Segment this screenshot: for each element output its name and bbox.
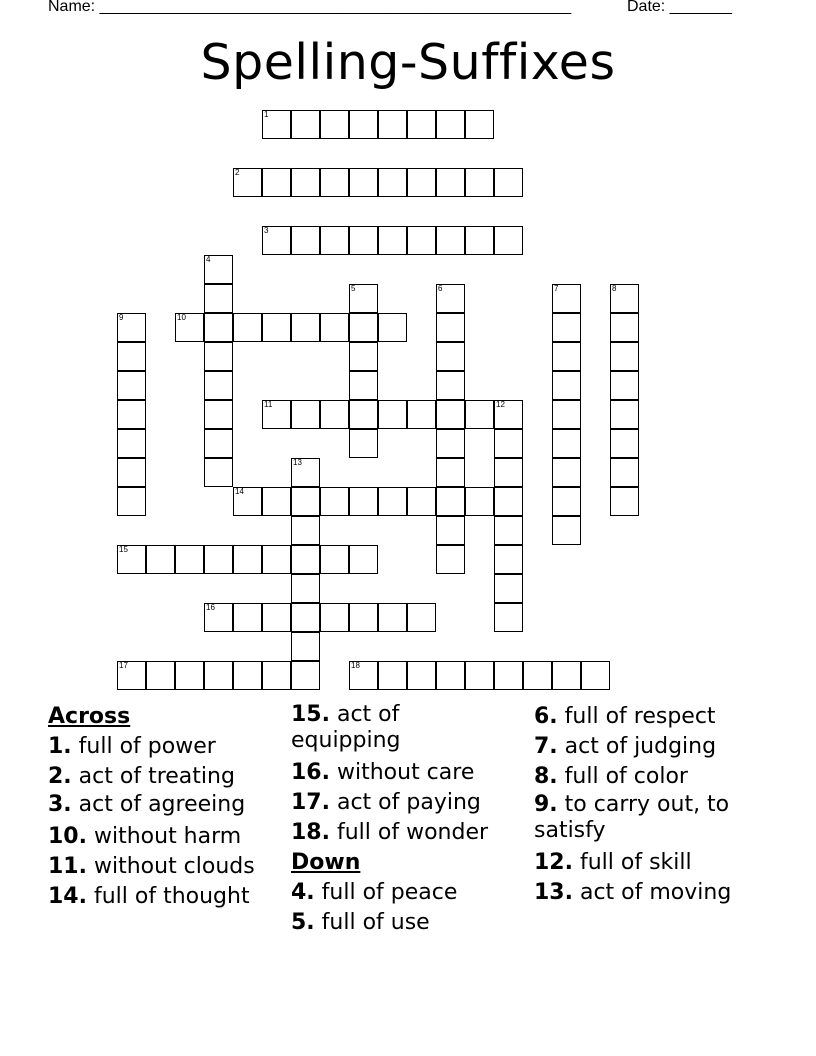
- grid-cell[interactable]: [349, 284, 378, 313]
- clue-down-4: 4. full of peace: [291, 880, 458, 905]
- grid-cell[interactable]: [349, 400, 378, 429]
- grid-cell[interactable]: [349, 168, 378, 197]
- grid-cell[interactable]: [349, 371, 378, 400]
- grid-cell[interactable]: [436, 110, 465, 139]
- grid-cell[interactable]: [320, 400, 349, 429]
- grid-cell[interactable]: [494, 661, 523, 690]
- cell-number: 17: [119, 661, 128, 670]
- clue-across-16: 16. without care: [291, 760, 475, 785]
- grid-cell[interactable]: [291, 516, 320, 545]
- grid-cell[interactable]: [320, 168, 349, 197]
- date-field-label: Date: _______: [627, 0, 732, 15]
- grid-cell[interactable]: [291, 603, 320, 632]
- clue-column-2: [291, 702, 531, 938]
- grid-cell[interactable]: [407, 661, 436, 690]
- grid-cell[interactable]: [262, 545, 291, 574]
- grid-cell[interactable]: [494, 168, 523, 197]
- grid-cell[interactable]: [262, 110, 291, 139]
- grid-cell[interactable]: [494, 545, 523, 574]
- grid-cell[interactable]: [175, 313, 204, 342]
- grid-cell[interactable]: [523, 661, 552, 690]
- grid-cell[interactable]: [349, 429, 378, 458]
- grid-cell[interactable]: [349, 110, 378, 139]
- grid-cell[interactable]: [378, 168, 407, 197]
- grid-cell[interactable]: [117, 400, 146, 429]
- cell-number: 5: [351, 284, 356, 293]
- grid-cell[interactable]: [465, 661, 494, 690]
- grid-cell[interactable]: [146, 661, 175, 690]
- grid-cell[interactable]: [233, 313, 262, 342]
- grid-cell[interactable]: [552, 400, 581, 429]
- grid-cell[interactable]: [262, 487, 291, 516]
- grid-cell[interactable]: [494, 516, 523, 545]
- grid-cell[interactable]: [291, 661, 320, 690]
- clue-across-3: 3. act of agreeing: [48, 792, 246, 817]
- grid-cell[interactable]: [610, 313, 639, 342]
- grid-cell[interactable]: [204, 400, 233, 429]
- clue-down-9: 9. to carry out, to satisfy: [534, 792, 730, 843]
- grid-cell[interactable]: [204, 661, 233, 690]
- clue-down-13: 13. act of moving: [534, 880, 732, 905]
- clue-column-1: [48, 702, 283, 912]
- cell-number: 6: [438, 284, 443, 293]
- grid-cell[interactable]: [349, 342, 378, 371]
- grid-cell[interactable]: [436, 313, 465, 342]
- grid-cell[interactable]: [552, 284, 581, 313]
- grid-cell[interactable]: [117, 371, 146, 400]
- grid-cell[interactable]: [117, 313, 146, 342]
- clue-down-6: 6. full of respect: [534, 704, 716, 729]
- grid-cell[interactable]: [117, 458, 146, 487]
- grid-cell[interactable]: [552, 342, 581, 371]
- grid-cell[interactable]: [436, 661, 465, 690]
- clue-across-2: 2. act of treating: [48, 764, 235, 789]
- grid-cell[interactable]: [349, 603, 378, 632]
- grid-cell[interactable]: [494, 458, 523, 487]
- grid-cell[interactable]: [320, 603, 349, 632]
- cell-number: 7: [554, 284, 559, 293]
- grid-cell[interactable]: [378, 226, 407, 255]
- grid-cell[interactable]: [291, 632, 320, 661]
- grid-cell[interactable]: [407, 168, 436, 197]
- cell-number: 8: [612, 284, 617, 293]
- grid-cell[interactable]: [117, 661, 146, 690]
- grid-cell[interactable]: [204, 545, 233, 574]
- grid-cell[interactable]: [204, 371, 233, 400]
- grid-cell[interactable]: [610, 487, 639, 516]
- grid-cell[interactable]: [233, 603, 262, 632]
- grid-cell[interactable]: [436, 342, 465, 371]
- grid-cell[interactable]: [610, 342, 639, 371]
- across-heading: Across: [48, 704, 131, 729]
- grid-cell[interactable]: [378, 661, 407, 690]
- grid-cell[interactable]: [465, 110, 494, 139]
- grid-cell[interactable]: [436, 400, 465, 429]
- grid-cell[interactable]: [204, 603, 233, 632]
- grid-cell[interactable]: [465, 226, 494, 255]
- cell-number: 14: [235, 487, 244, 496]
- grid-cell[interactable]: [291, 487, 320, 516]
- grid-cell[interactable]: [117, 342, 146, 371]
- grid-cell[interactable]: [204, 429, 233, 458]
- grid-cell[interactable]: [204, 458, 233, 487]
- grid-cell[interactable]: [378, 603, 407, 632]
- clue-column-3: [534, 702, 784, 908]
- grid-cell[interactable]: [320, 313, 349, 342]
- grid-cell[interactable]: [320, 110, 349, 139]
- grid-cell[interactable]: [407, 110, 436, 139]
- grid-cell[interactable]: [291, 574, 320, 603]
- clue-across-17: 17. act of paying: [291, 790, 481, 815]
- grid-cell[interactable]: [610, 400, 639, 429]
- cell-number: 4: [206, 255, 211, 264]
- grid-cell[interactable]: [233, 487, 262, 516]
- page-title: Spelling-Suffixes: [200, 34, 616, 91]
- grid-cell[interactable]: [320, 545, 349, 574]
- grid-cell[interactable]: [291, 545, 320, 574]
- grid-cell[interactable]: [436, 168, 465, 197]
- grid-cell[interactable]: [436, 516, 465, 545]
- grid-cell[interactable]: [320, 226, 349, 255]
- grid-cell[interactable]: [552, 313, 581, 342]
- grid-cell[interactable]: [465, 168, 494, 197]
- clue-across-1: 1. full of power: [48, 734, 216, 759]
- grid-cell[interactable]: [465, 400, 494, 429]
- cell-number: 12: [496, 400, 505, 409]
- grid-cell[interactable]: [291, 458, 320, 487]
- grid-cell[interactable]: [320, 487, 349, 516]
- grid-cell[interactable]: [610, 371, 639, 400]
- grid-cell[interactable]: [494, 603, 523, 632]
- grid-cell[interactable]: [407, 487, 436, 516]
- grid-cell[interactable]: [117, 429, 146, 458]
- cell-number: 13: [293, 458, 302, 467]
- cell-number: 18: [351, 661, 360, 670]
- grid-cell[interactable]: [494, 487, 523, 516]
- clue-down-5: 5. full of use: [291, 910, 430, 935]
- grid-cell[interactable]: [494, 574, 523, 603]
- cell-number: 10: [177, 313, 186, 322]
- grid-cell[interactable]: [204, 342, 233, 371]
- clue-down-7: 7. act of judging: [534, 734, 717, 759]
- grid-cell[interactable]: [175, 661, 204, 690]
- grid-cell[interactable]: [610, 429, 639, 458]
- grid-cell[interactable]: [146, 545, 175, 574]
- grid-cell[interactable]: [291, 110, 320, 139]
- grid-cell[interactable]: [291, 226, 320, 255]
- cell-number: 15: [119, 545, 128, 554]
- grid-cell[interactable]: [262, 168, 291, 197]
- cell-number: 2: [235, 168, 240, 177]
- grid-cell[interactable]: [378, 313, 407, 342]
- cell-number: 9: [119, 313, 124, 322]
- grid-cell[interactable]: [378, 110, 407, 139]
- grid-cell[interactable]: [407, 226, 436, 255]
- name-field-label: Name: _____________________________________________________: [48, 0, 572, 15]
- grid-cell[interactable]: [175, 545, 204, 574]
- grid-cell[interactable]: [436, 226, 465, 255]
- grid-cell[interactable]: [262, 313, 291, 342]
- grid-cell[interactable]: [204, 313, 233, 342]
- grid-cell[interactable]: [291, 168, 320, 197]
- grid-cell[interactable]: [349, 313, 378, 342]
- grid-cell[interactable]: [291, 313, 320, 342]
- grid-cell[interactable]: [494, 400, 523, 429]
- grid-cell[interactable]: [204, 255, 233, 284]
- grid-cell[interactable]: [494, 226, 523, 255]
- grid-cell[interactable]: [552, 661, 581, 690]
- grid-cell[interactable]: [436, 458, 465, 487]
- grid-cell[interactable]: [117, 545, 146, 574]
- grid-cell[interactable]: [291, 400, 320, 429]
- grid-cell[interactable]: [262, 603, 291, 632]
- grid-cell[interactable]: [581, 661, 610, 690]
- grid-cell[interactable]: [494, 429, 523, 458]
- grid-cell[interactable]: [552, 429, 581, 458]
- grid-cell[interactable]: [349, 545, 378, 574]
- cell-number: 1: [264, 110, 269, 119]
- clue-across-10: 10. without harm: [48, 824, 242, 849]
- grid-cell[interactable]: [349, 661, 378, 690]
- clue-across-14: 14. full of thought: [48, 884, 250, 909]
- grid-cell[interactable]: [436, 429, 465, 458]
- clue-down-12: 12. full of skill: [534, 850, 692, 875]
- grid-cell[interactable]: [349, 487, 378, 516]
- grid-cell[interactable]: [262, 661, 291, 690]
- grid-cell[interactable]: [233, 168, 262, 197]
- grid-cell[interactable]: [610, 284, 639, 313]
- grid-cell[interactable]: [436, 371, 465, 400]
- grid-cell[interactable]: [262, 400, 291, 429]
- clue-across-15: 15. act of equipping: [291, 702, 401, 753]
- cell-number: 16: [206, 603, 215, 612]
- grid-cell[interactable]: [262, 226, 291, 255]
- grid-cell[interactable]: [117, 487, 146, 516]
- clue-across-11: 11. without clouds: [48, 854, 255, 879]
- grid-cell[interactable]: [378, 487, 407, 516]
- grid-cell[interactable]: [233, 545, 262, 574]
- grid-cell[interactable]: [465, 487, 494, 516]
- clue-down-8: 8. full of color: [534, 764, 688, 789]
- grid-cell[interactable]: [407, 400, 436, 429]
- grid-cell[interactable]: [610, 458, 639, 487]
- grid-cell[interactable]: [233, 661, 262, 690]
- grid-cell[interactable]: [349, 226, 378, 255]
- grid-cell[interactable]: [407, 603, 436, 632]
- grid-cell[interactable]: [552, 487, 581, 516]
- grid-cell[interactable]: [552, 371, 581, 400]
- grid-cell[interactable]: [378, 400, 407, 429]
- cell-number: 11: [264, 400, 273, 409]
- cell-number: 3: [264, 226, 269, 235]
- grid-cell[interactable]: [552, 516, 581, 545]
- grid-cell[interactable]: [436, 545, 465, 574]
- grid-cell[interactable]: [552, 458, 581, 487]
- down-heading: Down: [291, 850, 361, 875]
- clue-across-18: 18. full of wonder: [291, 820, 489, 845]
- grid-cell[interactable]: [436, 487, 465, 516]
- grid-cell[interactable]: [204, 284, 233, 313]
- grid-cell[interactable]: [436, 284, 465, 313]
